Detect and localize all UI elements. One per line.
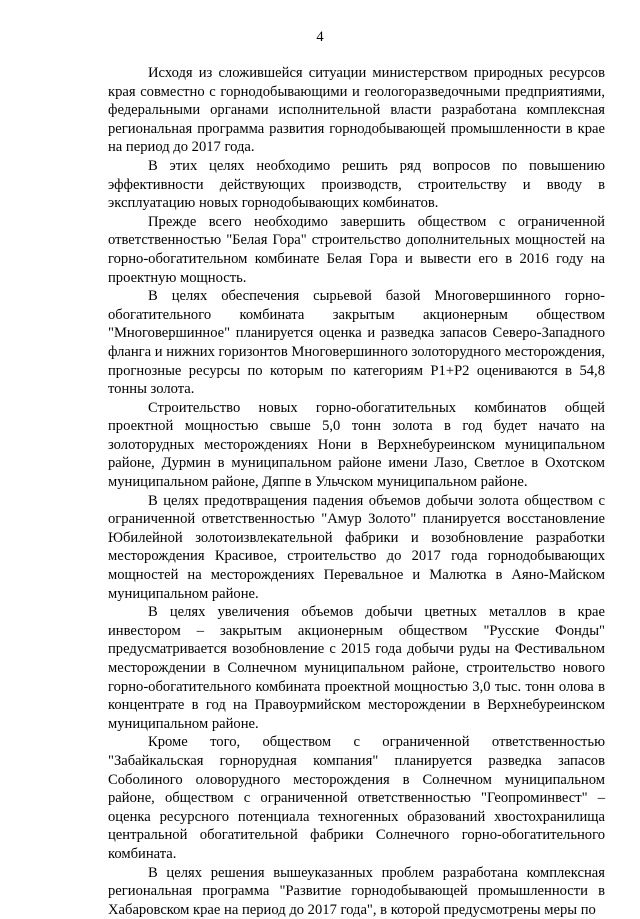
- page-number: 4: [316, 29, 324, 45]
- paragraph: Строительство новых горно-обогатительных комбинатов общей проектной мощностью свыше 5,0 тонн золота в год будет начато на золоторудных месторождениях Нони в Верхнебуреинском муниципальном районе, Дурмин в муниципальном районе имени Лазо, Светлое в Охотском муниципальном районе, Дяппе в Ульчском муниципальном районе.: [108, 399, 605, 491]
- body-text: [108, 64, 605, 919]
- paragraph: В целях решения вышеуказанных проблем разработана комплексная региональная программа "Развитие горнодобывающей промышленности в Хабаровском крае на период до 2017 года", в которой предусмотрены меры по: [108, 864, 605, 918]
- paragraph: Кроме того, обществом с ограниченной ответственностью "Забайкальская горнорудная компания" планируется разведка запасов Соболиного оловорудного месторождения в Солнечном муниципальном районе, обществом с ограниченной ответственностью "Геопроминвест" – оценка ресурсного потенциала техногенных образований хвостохранилища центральной обогатительной фабрики Солнечного горно-обогатительного комбината.: [108, 734, 605, 862]
- paragraph: Исходя из сложившейся ситуации министерством природных ресурсов края совместно с горнодобывающими и геологоразведочными предприятиями, федеральными органами исполнительной власти разработана комплексная региональная программа развития горнодобывающей промышленности в крае на период до 2017 года.: [108, 65, 605, 156]
- paragraph: Прежде всего необходимо завершить обществом с ограниченной ответственностью "Белая Гора" строительство дополнительных мощностей на горно-обогатительном комбинате Белая Гора и вывести его в 2016 году на проектную мощность.: [108, 213, 605, 286]
- paragraph: В целях обеспечения сырьевой базой Многовершинного горно-обогатительного комбината закрытым акционерным обществом "Многовершинное" планируется оценка и разведка запасов Северо-Западного фланга и нижних горизонтов Многовершинного золоторудного месторождения, прогнозные ресурсы по которым по категориям Р1+Р2 оцениваются в 54,8 тонны золота.: [108, 288, 605, 398]
- paragraph: В целях увеличения объемов добычи цветных металлов в крае инвестором – закрытым акционерным обществом "Русские Фонды" предусматривается возобновление с 2015 года добычи руды на Фестивальном месторождении в Солнечном муниципальном районе, строительство нового горно-обогатительного комбината проектной мощностью 3,0 тыс. тонн олова в концентрате в год на Правоурмийском месторождении в Верхнебуреинском муниципальном районе.: [108, 604, 605, 732]
- paragraph: В целях предотвращения падения объемов добычи золота обществом с ограниченной ответственностью "Амур Золото" планируется восстановление Юбилейной золотоизвлекательной фабрики и возобновление разработки месторождения Красивое, строительство до 2017 года горнодобывающих мощностей на месторождениях Перевальное и Малютка в Аяно-Майском муниципальном районе.: [108, 492, 605, 602]
- paragraph: В этих целях необходимо решить ряд вопросов по повышению эффективности действующих производств, строительству и вводу в эксплуатацию новых горнодобывающих комбинатов.: [108, 157, 605, 212]
